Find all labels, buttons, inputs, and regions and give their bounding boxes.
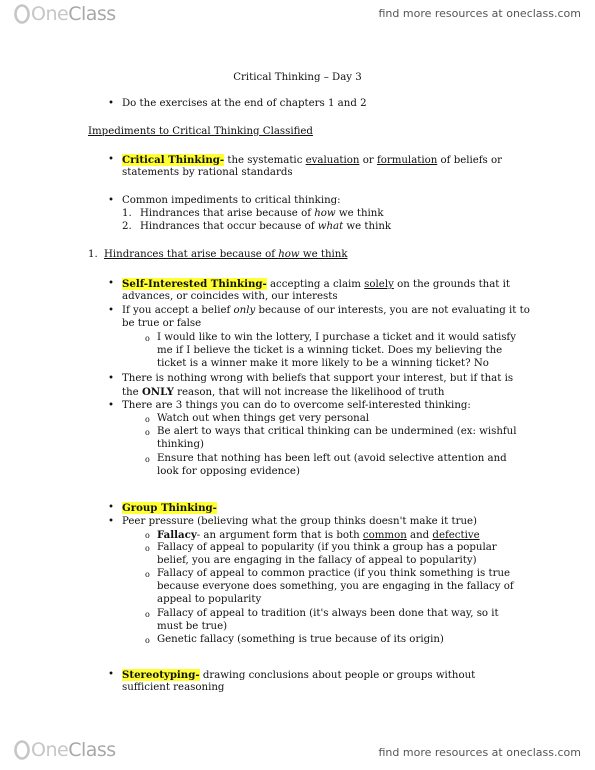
section-1-heading	[104, 249, 348, 262]
text: we think	[299, 249, 348, 260]
text: reason, that will not increase the likelihood of truth	[173, 387, 445, 398]
text: we think	[335, 208, 384, 219]
text-line: advances, or coincides with, our interests	[122, 291, 338, 302]
list-item	[140, 208, 384, 221]
text: Hindrances that arise because of	[140, 208, 315, 219]
text-line: Peer pressure (believing what the group thinks doesn't make it true)	[122, 516, 478, 527]
term-evaluation: evaluation	[305, 155, 360, 166]
text: on the grounds that it	[393, 279, 510, 290]
text: the systematic	[224, 155, 306, 166]
text-line: Be alert to ways that critical thinking can be undermined (ex: wishful	[157, 426, 517, 437]
list-item	[140, 221, 391, 234]
oneclass-logo-icon	[14, 4, 30, 24]
text: and	[406, 530, 433, 541]
text-line: ticket is a winner make it more likely to be a winning ticket? No	[157, 358, 489, 369]
intro-bullet: Do the exercises at the end of chapters 1 and 2	[122, 98, 367, 109]
bullet-icon: •	[108, 373, 115, 384]
bullet-icon: •	[108, 98, 115, 109]
bullet-icon: •	[108, 502, 115, 513]
bullet-icon: •	[108, 154, 115, 165]
bullet-icon: •	[108, 195, 115, 206]
circle-bullet-icon: o	[145, 334, 150, 343]
term-self-interested-thinking: Self-Interested Thinking-	[122, 278, 267, 290]
header-tagline[interactable]: find more resources at oneclass.com	[378, 7, 581, 20]
oneclass-logo-icon	[14, 740, 30, 760]
text-line: me if I believe the ticket is a winning ticket. Does my believing the	[157, 345, 503, 356]
text-line: There is nothing wrong with beliefs that support your interest, but if that is	[122, 373, 514, 384]
emphasis: how	[314, 208, 336, 219]
bullet-icon: •	[108, 400, 115, 411]
text-line: appeal to popularity	[157, 594, 262, 605]
text-line: Fallacy of appeal to tradition (it's always been done that way, so it	[157, 608, 499, 619]
text-line: Ensure that nothing has been left out (avoid selective attention and	[157, 453, 507, 464]
self-interested-definition	[122, 278, 510, 292]
term-solely: solely	[364, 279, 394, 290]
term-defective: defective	[432, 530, 480, 541]
critical-thinking-line2: statements by rational standards	[122, 167, 293, 178]
text-line: because everyone does something, you are engaging in the fallacy of	[157, 581, 514, 592]
circle-bullet-icon: o	[145, 544, 150, 553]
text-line: There are 3 things you can do to overcome self-interested thinking:	[122, 400, 471, 411]
bullet-icon: •	[108, 278, 115, 289]
list-number: 2.	[122, 221, 132, 232]
page-title: Critical Thinking – Day 3	[233, 72, 362, 83]
text-line: Fallacy of appeal to common practice (if you think something is true	[157, 568, 511, 579]
term-common: common	[362, 530, 407, 541]
oneclass-logo	[14, 4, 116, 24]
text: because of our interests, you are not evaluating it to	[255, 305, 530, 316]
logo-text-class: Class	[68, 2, 116, 25]
footer-tagline[interactable]: find more resources at oneclass.com	[378, 746, 581, 759]
text-line	[122, 386, 444, 400]
bullet-icon: •	[108, 669, 115, 680]
text-line: must be true)	[157, 621, 228, 632]
common-impediments: Common impediments to critical thinking:	[122, 195, 341, 206]
term-fallacy: Fallacy	[157, 529, 197, 541]
logo-text-class: Class	[68, 738, 116, 761]
emphasis: how	[278, 249, 300, 260]
stereotyping-definition	[122, 669, 475, 683]
text: or	[359, 155, 377, 166]
logo-text-one: One	[31, 2, 69, 25]
bold-text: ONLY	[141, 386, 174, 398]
text-line: be true or false	[122, 318, 202, 329]
section-number: 1.	[88, 249, 98, 260]
list-number: 1.	[122, 208, 132, 219]
text: we think	[343, 221, 392, 232]
critical-thinking-definition	[122, 154, 502, 168]
text: the	[122, 387, 142, 398]
circle-bullet-icon: o	[145, 415, 150, 424]
term-critical-thinking: Critical Thinking-	[122, 154, 225, 166]
section-heading: Impediments to Critical Thinking Classified	[88, 126, 313, 137]
bullet-icon: •	[108, 516, 115, 527]
text-line: I would like to win the lottery, I purchase a ticket and it would satisfy	[157, 332, 516, 343]
text: - an argument form that is both	[196, 530, 363, 541]
text-line: Genetic fallacy (something is true because of its origin)	[157, 634, 444, 645]
term-group-thinking: Group Thinking-	[122, 502, 217, 514]
term-formulation: formulation	[376, 155, 438, 166]
group-thinking-heading	[122, 502, 217, 516]
text-line: thinking)	[157, 439, 204, 450]
bullet-icon: •	[108, 305, 115, 316]
text-line: look for opposing evidence)	[157, 466, 300, 477]
circle-bullet-icon: o	[145, 636, 150, 645]
text-line: belief, you are engaging in the fallacy of appeal to popularity)	[157, 555, 477, 566]
term-stereotyping: Stereotyping-	[122, 669, 200, 681]
text: of beliefs or	[437, 155, 503, 166]
circle-bullet-icon: o	[145, 570, 150, 579]
fallacy-definition	[157, 529, 480, 543]
logo-text-one: One	[31, 738, 69, 761]
emphasis: only	[233, 305, 256, 316]
text: drawing conclusions about people or groups without	[199, 670, 476, 681]
text: Hindrances that arise because of	[104, 249, 279, 260]
circle-bullet-icon: o	[145, 455, 150, 464]
text-line: sufficient reasoning	[122, 682, 225, 693]
emphasis: what	[317, 221, 344, 232]
text-line	[122, 305, 530, 318]
text-line: Fallacy of appeal to popularity (if you think a group has a popular	[157, 542, 497, 553]
circle-bullet-icon: o	[145, 610, 150, 619]
text-line: Watch out when things get very personal	[157, 413, 370, 424]
circle-bullet-icon: o	[145, 428, 150, 437]
circle-bullet-icon: o	[145, 531, 150, 540]
text: Hindrances that occur because of	[140, 221, 318, 232]
text: accepting a claim	[266, 279, 365, 290]
oneclass-logo-footer	[14, 740, 116, 760]
text: If you accept a belief	[122, 305, 234, 316]
